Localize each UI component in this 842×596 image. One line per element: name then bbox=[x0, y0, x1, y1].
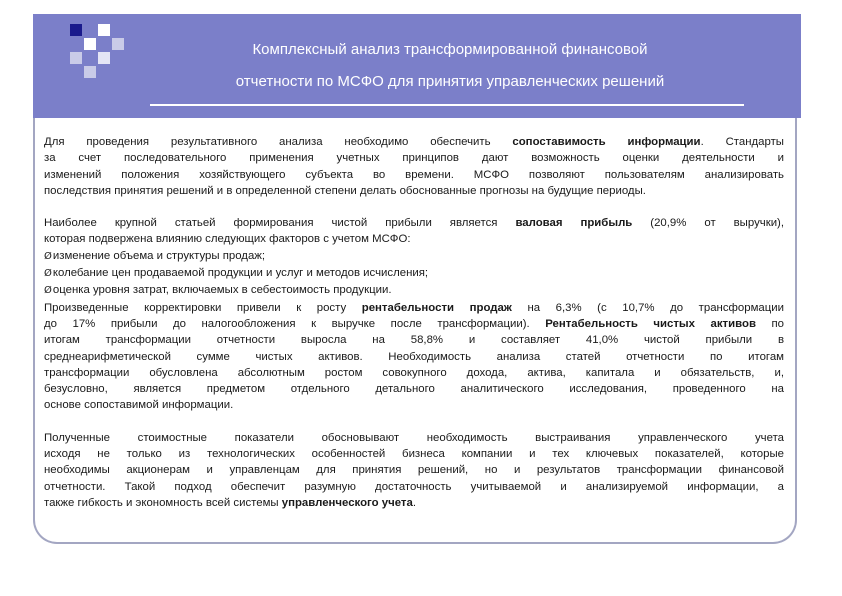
list-item-text: колебание цен продаваемой продукции и услуг и методов исчисления; bbox=[52, 267, 429, 280]
text-line: последствия принятия решений и в определенной степени делать обоснованные прогнозы на будущие периоды. bbox=[44, 184, 646, 197]
list-item bbox=[44, 248, 784, 265]
page-title-line-2: отчетности по МСФО для принятия управленческих решений bbox=[235, 73, 665, 90]
text-fragment: . bbox=[412, 496, 416, 509]
text-fragment: также гибкость и экономность всей системы bbox=[44, 496, 282, 509]
text-line: безусловно, является предметом отдельного детального аналитического исследования, проведенного на bbox=[44, 383, 784, 396]
text-line bbox=[44, 495, 784, 511]
checker-squares-logo-icon bbox=[70, 24, 130, 84]
arrow-bullet-icon: Ø bbox=[44, 268, 52, 280]
bold-term: Рентабельность чистых активов bbox=[545, 317, 756, 330]
text-fragment: по bbox=[755, 317, 784, 330]
text-fragment: на 6,3% (с 10,7% до трансформации bbox=[511, 301, 784, 314]
bold-term: рентабельности продаж bbox=[361, 301, 512, 314]
text-fragment: . Стандарты bbox=[700, 136, 784, 148]
paragraph-gross-profit bbox=[44, 215, 784, 414]
text-line: которая подвержена влиянию следующих факторов с учетом МСФО: bbox=[44, 233, 411, 246]
text-line bbox=[44, 134, 784, 150]
text-line: необходимы акционерам и управленцам для принятия решений, но и результатов трансформации финансовой bbox=[44, 464, 784, 477]
text-line: итогам трансформации отчетности выросла на 58,8% и составляет 41,0% чистой прибыли в bbox=[44, 334, 784, 347]
bold-term: управленческого учета bbox=[281, 496, 413, 509]
arrow-bullet-icon: Ø bbox=[44, 285, 52, 297]
list-item bbox=[44, 265, 784, 282]
paragraph-comparability bbox=[44, 134, 784, 199]
arrow-bullet-icon: Ø bbox=[44, 250, 52, 262]
header-band bbox=[33, 14, 801, 118]
text-line: среднеарифметической сумме чистых активов. Необходимость анализа статей отчетности по итогам bbox=[44, 350, 784, 363]
text-fragment: Наиболее крупной статьей формирования чистой прибыли является bbox=[44, 217, 516, 230]
text-line bbox=[44, 300, 784, 316]
text-line: отчетности. Такой подход обеспечит разумную достаточность учитываемой и анализируемой информации, а bbox=[44, 480, 784, 493]
bold-term: валовая прибыль bbox=[515, 217, 633, 230]
list-item-text: оценка уровня затрат, включаемых в себестоимость продукции. bbox=[52, 284, 392, 297]
list-item bbox=[44, 282, 784, 299]
text-fragment: до 17% прибыли до налогообложения к выручке после трансформации). bbox=[44, 317, 546, 330]
list-item-text: изменение объема и структуры продаж; bbox=[52, 249, 266, 262]
text-fragment: Для проведения результативного анализа необходимо обеспечить bbox=[44, 136, 513, 148]
text-fragment: Произведенные корректировки привели к росту bbox=[44, 301, 362, 314]
title-underline bbox=[150, 104, 744, 106]
page-title-line-1: Комплексный анализ трансформированной финансовой bbox=[252, 41, 648, 58]
text-line: изменений положения хозяйствующего субъекта во времени. МСФО позволяют пользователям анализировать bbox=[44, 168, 784, 181]
text-line: Полученные стоимостные показатели обосновывают необходимость выстраивания управленческого учета bbox=[44, 431, 784, 444]
paragraph-management-accounting bbox=[44, 430, 784, 511]
text-line: трансформации обусловлена абсолютным ростом совокупного дохода, актива, капитала и обязательств, и, bbox=[44, 366, 784, 379]
text-line bbox=[44, 215, 784, 231]
text-line: основе сопоставимой информации. bbox=[44, 399, 234, 412]
text-line bbox=[44, 316, 784, 332]
text-line: исходя не только из технологических особенностей бизнеса компании и тех ключевых показателей, которые bbox=[44, 448, 784, 461]
text-line: за счет последовательного применения учетных принципов дают возможность оценки деятельности и bbox=[44, 152, 784, 165]
text-fragment: (20,9% от выручки), bbox=[632, 217, 785, 230]
bold-term: сопоставимость информации bbox=[512, 136, 701, 148]
content-body bbox=[44, 134, 784, 511]
